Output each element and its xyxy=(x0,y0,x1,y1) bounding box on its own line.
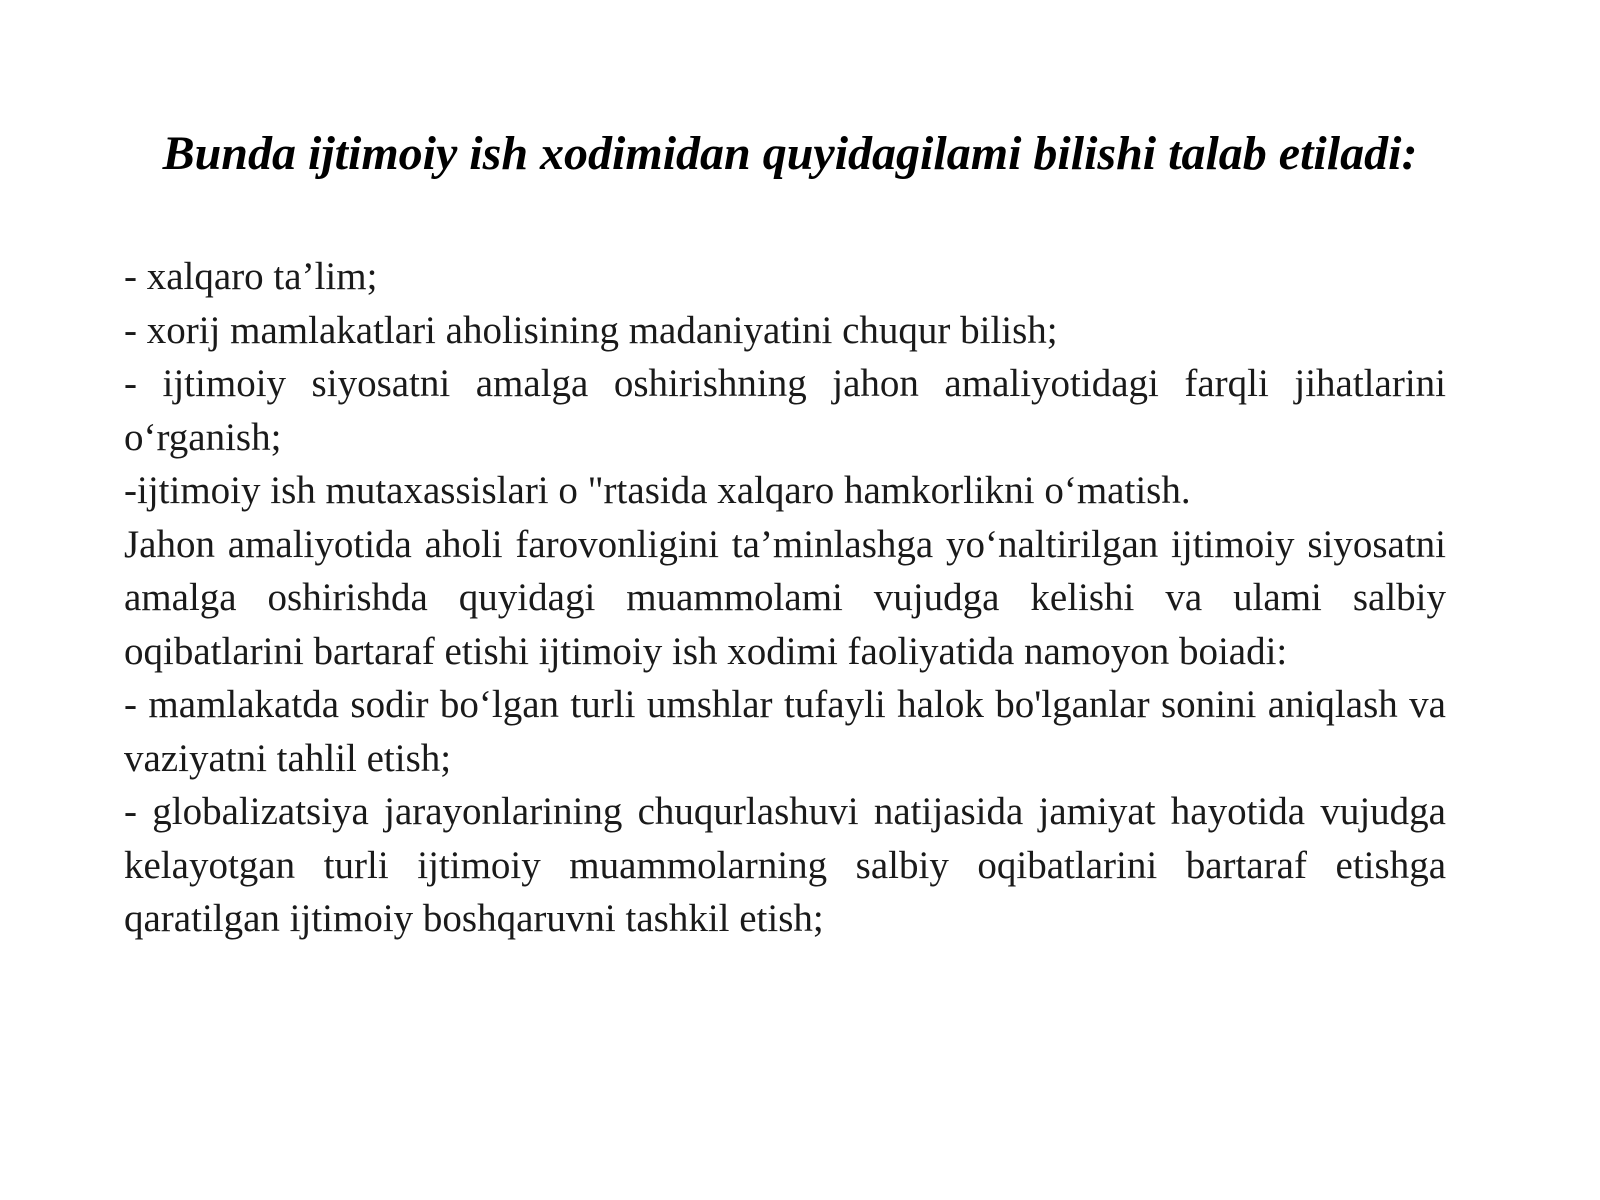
list-item-international-cooperation: -ijtimoiy ish mutaxassislari o "rtasida xalqaro hamkorlikni o‘matish. xyxy=(124,469,1191,512)
list-item-world-practice: - ijtimoiy siyosatni amalga oshirishning jahon amaliyotidagi farqli jihatlarini o‘rganish; xyxy=(124,362,1446,459)
slide-body xyxy=(124,250,1446,946)
slide-title: Bunda ijtimoiy ish xodimidan quyidagilami bilishi talab etiladi: xyxy=(162,127,1418,180)
list-item-international-education: - xalqaro ta’lim; xyxy=(124,255,378,298)
list-item-globalization: - globalizatsiya jarayonlarining chuqurlashuvi natijasida jamiyat hayotida vujudga kelayotgan turli ijtimoiy muammolarning salbiy oqibatlarini bartaraf etishga qaratilgan ijtimoiy boshqaruvni tashkil etish; xyxy=(124,790,1446,940)
list-item-casualty-analysis: - mamlakatda sodir bo‘lgan turli umshlar tufayli halok bo'lganlar sonini aniqlash va vaziyatni tahlil etish; xyxy=(124,683,1446,780)
intro-paragraph: Jahon amaliyotida aholi farovonligini ta’minlashga yo‘naltirilgan ijtimoiy siyosatni amalga oshirishda quyidagi muammolami vujudga kelishi va ulami salbiy oqibatlarini bartaraf etishi ijtimoiy ish xodimi faoliyatida namoyon boiadi: xyxy=(124,522,1446,673)
list-item-foreign-culture: - xorij mamlakatlari aholisining madaniyatini chuqur bilish; xyxy=(124,308,1058,352)
